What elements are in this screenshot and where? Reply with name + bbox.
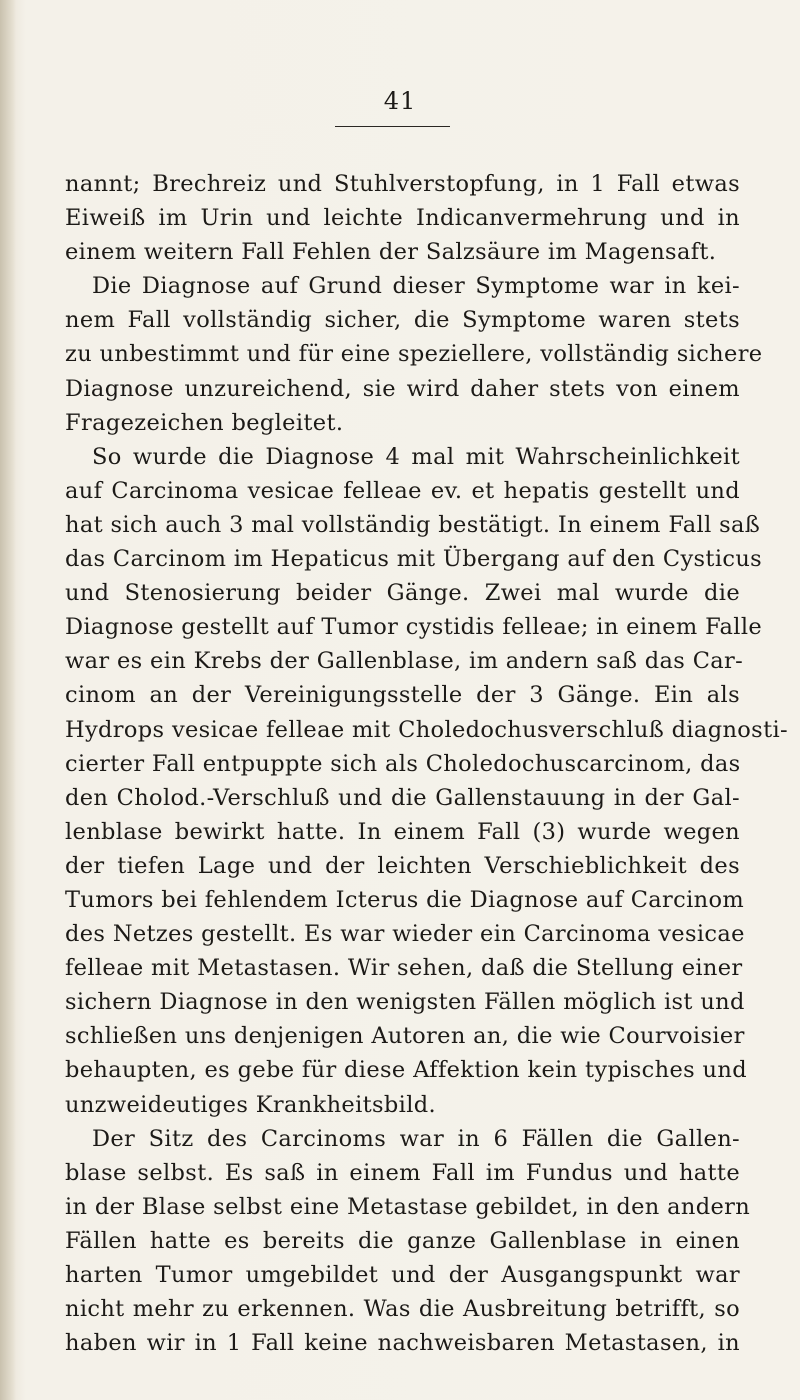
text-line: cinom an der Vereinigungsstelle der 3 Gänge. Ein als — [65, 682, 740, 709]
text-line: hat sich auch 3 mal vollständig bestätigt. In einem Fall saß — [65, 511, 761, 538]
body-text — [65, 167, 788, 1360]
text-line: und Stenosierung beider Gänge. Zwei mal wurde die — [65, 580, 740, 607]
text-line: So wurde die Diagnose 4 mal mit Wahrscheinlichkeit — [92, 443, 740, 470]
text-line: des Netzes gestellt. Es war wieder ein Carcinoma vesicae — [65, 921, 745, 948]
text-line: behaupten, es gebe für diese Affektion kein typisches und — [65, 1057, 747, 1084]
text-line: Hydrops vesicae felleae mit Choledochusverschluß diagnosti- — [65, 716, 788, 743]
page-number: 41 — [383, 87, 417, 115]
text-line: Die Diagnose auf Grund dieser Symptome war in kei- — [92, 273, 740, 300]
page-number-rule — [335, 126, 450, 127]
text-line: zu unbestimmt und für eine speziellere, vollständig sichere — [65, 341, 763, 368]
page-binding-edge — [0, 0, 16, 1400]
text-line: Diagnose unzureichend, sie wird daher stets von einem — [65, 375, 740, 402]
text-line: haben wir in 1 Fall keine nachweisbaren Metastasen, in — [65, 1330, 740, 1357]
text-line: Diagnose gestellt auf Tumor cystidis felleae; in einem Falle — [65, 614, 763, 641]
text-line: den Cholod.-Verschluß und die Gallenstauung in der Gal- — [65, 784, 740, 811]
text-line: blase selbst. Es saß in einem Fall im Fundus und hatte — [65, 1159, 740, 1186]
text-line: einem weitern Fall Fehlen der Salzsäure im Magensaft. — [65, 239, 717, 266]
text-line: das Carcinom im Hepaticus mit Übergang auf den Cysticus — [65, 546, 763, 573]
text-line: nannt; Brechreiz und Stuhlverstopfung, in 1 Fall etwas — [65, 171, 740, 197]
text-line: sichern Diagnose in den wenigsten Fällen möglich ist und — [65, 989, 745, 1016]
text-line: Tumors bei fehlendem Icterus die Diagnose auf Carcinom — [65, 886, 745, 913]
text-line: cierter Fall entpuppte sich als Choledochuscarcinom, das — [65, 750, 741, 777]
text-line: der tiefen Lage und der leichten Verschieblichkeit des — [65, 852, 740, 879]
text-line: Eiweiß im Urin und leichte Indicanvermehrung und in — [65, 205, 740, 232]
text-line: nem Fall vollständig sicher, die Symptome waren stets — [65, 307, 740, 334]
text-line: schließen uns denjenigen Autoren an, die wie Courvoisier — [65, 1023, 745, 1050]
text-line: war es ein Krebs der Gallenblase, im andern saß das Car- — [65, 648, 744, 675]
text-line: nicht mehr zu erkennen. Was die Ausbreitung betrifft, so — [65, 1296, 740, 1323]
text-line: unzweideutiges Krankheitsbild. — [65, 1091, 437, 1118]
text-line: lenblase bewirkt hatte. In einem Fall (3) wurde wegen — [65, 818, 740, 845]
text-line: in der Blase selbst eine Metastase gebildet, in den andern — [65, 1193, 751, 1220]
text-line: Fragezeichen begleitet. — [65, 409, 344, 436]
text-line: Der Sitz des Carcinoms war in 6 Fällen die Gallen- — [92, 1125, 740, 1152]
text-line: felleae mit Metastasen. Wir sehen, daß die Stellung einer — [65, 955, 743, 982]
text-line: Fällen hatte es bereits die ganze Gallenblase in einen — [65, 1227, 740, 1254]
text-line: auf Carcinoma vesicae felleae ev. et hepatis gestellt und — [65, 477, 740, 504]
text-line: harten Tumor umgebildet und der Ausgangspunkt war — [65, 1262, 740, 1288]
